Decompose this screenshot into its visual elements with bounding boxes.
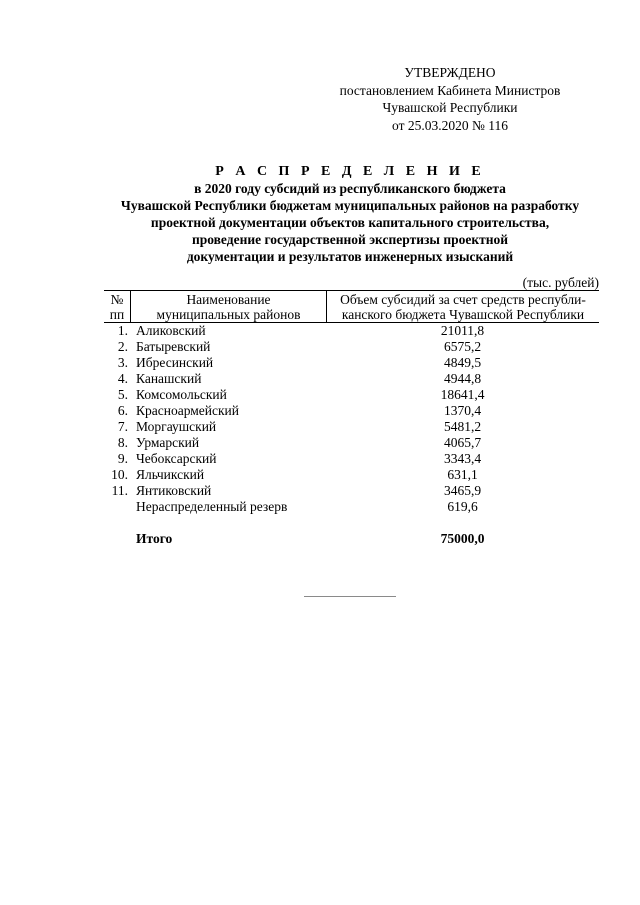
row-number: 4.: [117, 371, 128, 386]
district-name: Аликовский: [136, 323, 206, 338]
approval-title: УТВЕРЖДЕНО: [404, 65, 496, 80]
district-name: Янтиковский: [136, 483, 212, 498]
header-name: [130, 291, 326, 322]
subsidy-amount: 3465,9: [443, 483, 482, 498]
end-divider: [304, 596, 396, 597]
title-line: документации и результатов инженерных изысканий: [186, 249, 514, 264]
header-amount-line2: канского бюджета Чувашской Республики: [341, 307, 585, 322]
district-name: Ибресинский: [136, 355, 214, 370]
row-number: 6.: [117, 403, 128, 418]
table-row: [104, 387, 599, 403]
district-name: Чебоксарский: [136, 451, 217, 466]
table-row: [104, 451, 599, 467]
table-row: [104, 419, 599, 435]
subsidy-amount: 631,1: [447, 467, 478, 482]
units-label: (тыс. рублей): [522, 275, 599, 290]
district-name: Красноармейский: [136, 403, 240, 418]
row-number: 5.: [117, 387, 128, 402]
subsidy-amount: 1370,4: [443, 403, 482, 418]
document-title: [40, 163, 640, 265]
header-name-line2: муниципальных районов: [156, 307, 301, 322]
district-name: Яльчикский: [136, 467, 205, 482]
row-number: 8.: [117, 435, 128, 450]
district-name: Комсомольский: [136, 387, 227, 402]
title-line: проведение государственной экспертизы проектной: [191, 232, 509, 247]
table-row: [104, 323, 599, 339]
table-body: [104, 323, 599, 547]
approval-date-number: от 25.03.2020 № 116: [392, 117, 508, 133]
subsidy-amount: 6575,2: [443, 339, 482, 354]
header-amount: [326, 291, 599, 322]
table-row: [104, 403, 599, 419]
subsidy-amount: 4944,8: [443, 371, 482, 386]
row-number: 11.: [111, 483, 128, 498]
reserve-amount: 619,6: [447, 499, 478, 514]
header-name-line1: Наименование: [186, 292, 271, 307]
header-number: [104, 291, 130, 322]
subsidy-amount: 21011,8: [440, 323, 485, 338]
row-number: 9.: [117, 451, 128, 466]
table-row: [104, 339, 599, 355]
district-name: Канашский: [136, 371, 202, 386]
table-row: [104, 467, 599, 483]
subsidy-amount: 3343,4: [443, 451, 482, 466]
row-number: 10.: [111, 467, 128, 482]
title-heading: Р А С П Р Е Д Е Л Е Н И Е: [215, 164, 485, 179]
reserve-name: Нераспределенный резерв: [136, 499, 288, 514]
subsidy-table: [104, 290, 599, 547]
row-number: 2.: [117, 339, 128, 354]
title-line: проектной документации объектов капитального строительства,: [150, 215, 550, 230]
table-row: [104, 499, 599, 515]
row-number: 3.: [117, 355, 128, 370]
approval-issuer: постановлением Кабинета Министров: [339, 82, 561, 98]
table-row: [104, 355, 599, 371]
total-row: [104, 531, 599, 547]
district-name: Урмарский: [136, 435, 200, 450]
title-line: Чувашской Республики бюджетам муниципальных районов на разработку: [120, 198, 580, 213]
approval-republic: Чувашской Республики: [382, 100, 518, 115]
header-number-line2: пп: [109, 307, 125, 322]
subsidy-amount: 5481,2: [443, 419, 482, 434]
subsidy-amount: 18641,4: [440, 387, 485, 402]
table-row: [104, 435, 599, 451]
table-row: [104, 371, 599, 387]
approval-block: [300, 64, 600, 134]
subsidy-amount: 4065,7: [443, 435, 482, 450]
table-header: [104, 290, 599, 323]
district-name: Моргаушский: [136, 419, 217, 434]
subsidy-amount: 4849,5: [443, 355, 482, 370]
total-amount: 75000,0: [440, 531, 485, 546]
header-amount-line1: Объем субсидий за счет средств республи-: [340, 292, 586, 307]
district-name: Батыревский: [136, 339, 211, 354]
row-number: 1.: [117, 323, 128, 338]
table-row: [104, 483, 599, 499]
row-number: 7.: [117, 419, 128, 434]
title-line: в 2020 году субсидий из республиканского бюджета: [194, 181, 506, 196]
header-number-line1: №: [110, 292, 124, 307]
total-label: Итого: [136, 531, 173, 546]
